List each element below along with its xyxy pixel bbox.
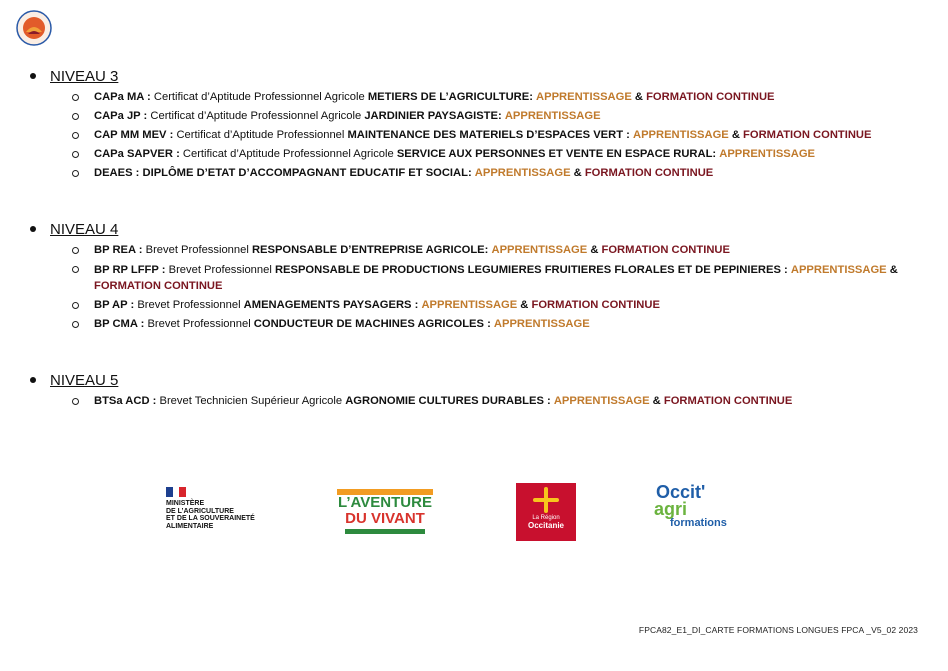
apprentissage-label: APPRENTISSAGE: [474, 167, 571, 179]
ampersand: &: [631, 91, 647, 103]
item-desc: Certificat d’Aptitude Professionnel Agricole: [150, 91, 368, 103]
formation-label: FORMATION CONTINUE: [743, 129, 872, 141]
item-desc: Brevet Professionnel: [142, 244, 252, 256]
apprentissage-label: APPRENTISSAGE: [790, 264, 887, 276]
item-code: BP CMA :: [94, 318, 145, 330]
bullet-icon: [30, 226, 36, 232]
circle-bullet-icon: [72, 151, 79, 158]
french-flag-icon: [166, 487, 186, 497]
circle-bullet-icon: [72, 170, 79, 177]
item-desc: Certificat d’Aptitude Professionnel Agricole: [179, 148, 397, 160]
item-code: CAPa JP :: [94, 110, 148, 122]
item-code: BP AP :: [94, 299, 135, 311]
list-item: [30, 145, 934, 164]
apprentissage-label: APPRENTISSAGE: [536, 91, 632, 103]
ampersand: &: [728, 129, 744, 141]
level-title: NIVEAU 5: [50, 371, 119, 389]
item-field: JARDINIER PAYSAGISTE:: [364, 110, 502, 122]
formation-label: FORMATION CONTINUE: [601, 244, 730, 256]
apprentissage-label: APPRENTISSAGE: [553, 395, 650, 407]
circle-bullet-icon: [72, 132, 79, 139]
circle-bullet-icon: [72, 398, 79, 405]
list-item: [30, 88, 934, 107]
formations-text: formations: [670, 517, 727, 529]
formation-label: FORMATION CONTINUE: [531, 299, 660, 311]
level-heading: [30, 66, 934, 86]
item-desc: Brevet Professionnel: [144, 318, 254, 330]
level-title: NIVEAU 4: [50, 220, 119, 238]
ministere-line: DE L’AGRICULTURE: [166, 507, 234, 515]
apprentissage-label: APPRENTISSAGE: [421, 299, 518, 311]
section-niveau-4: [30, 219, 934, 334]
item-code: BP REA :: [94, 244, 143, 256]
ministere-line: ET DE LA SOUVERAINETÉ: [166, 515, 255, 522]
aventure-bottom-text: DU VIVANT: [345, 510, 425, 527]
circle-bullet-icon: [72, 113, 79, 120]
region-line: Occitanie: [527, 521, 564, 530]
occit-text: Occit': [656, 482, 706, 502]
occitan-cross-icon: [531, 487, 561, 513]
item-field: DIPLÔME D’ETAT D’ACCOMPAGNANT EDUCATIF ET SOCIAL:: [142, 167, 472, 179]
formation-label: FORMATION CONTINUE: [94, 280, 223, 292]
item-desc: Certificat d’Aptitude Professionnel: [173, 129, 348, 141]
apprentissage-label: APPRENTISSAGE: [504, 110, 601, 122]
circle-bullet-icon: [72, 94, 79, 101]
footer-reference: FPCA82_E1_DI_CARTE FORMATIONS LONGUES FPCA _V5_02 2023: [638, 625, 918, 635]
item-desc: Brevet Technicien Supérieur Agricole: [156, 395, 346, 407]
formation-label: FORMATION CONTINUE: [646, 91, 775, 103]
level-heading: [30, 219, 934, 239]
ampersand: &: [587, 244, 602, 256]
formation-label: FORMATION CONTINUE: [584, 167, 714, 179]
ministere-line: ALIMENTAIRE: [166, 522, 214, 530]
ampersand: &: [886, 264, 898, 276]
item-field: RESPONSABLE DE PRODUCTIONS LEGUMIERES FRUITIERES FLORALES ET DE PEPINIERES :: [274, 264, 788, 276]
item-desc: Certificat d’Aptitude Professionnel Agricole: [147, 110, 365, 122]
list-item: [30, 392, 934, 411]
section-niveau-3: [30, 66, 934, 183]
item-field: RESPONSABLE D’ENTREPRISE AGRICOLE:: [251, 244, 489, 256]
list-item: [30, 241, 934, 260]
item-code: DEAES :: [94, 167, 140, 179]
apprentissage-label: APPRENTISSAGE: [633, 129, 729, 141]
school-logo: [16, 10, 52, 46]
apprentissage-label: APPRENTISSAGE: [493, 318, 590, 330]
list-item: [30, 126, 934, 145]
item-field: METIERS DE L’AGRICULTURE:: [367, 91, 533, 103]
item-field: SERVICE AUX PERSONNES ET VENTE EN ESPACE RURAL:: [396, 148, 717, 160]
apprentissage-label: APPRENTISSAGE: [491, 244, 588, 256]
item-field: MAINTENANCE DES MATERIELS D’ESPACES VERT :: [347, 129, 630, 141]
agri-text: agri: [654, 499, 688, 519]
item-desc: Brevet Professionnel: [165, 264, 275, 276]
level-heading: [30, 370, 934, 390]
list-item: [30, 296, 934, 315]
ministere-logo: [160, 487, 270, 543]
circle-bullet-icon: [72, 302, 79, 309]
item-field: AMENAGEMENTS PAYSAGERS :: [243, 299, 419, 311]
apprentissage-label: APPRENTISSAGE: [719, 148, 815, 160]
list-item: [30, 260, 934, 296]
circle-bullet-icon: [72, 247, 79, 254]
ministere-line: MINISTÈRE: [166, 500, 205, 507]
list-item: [30, 315, 934, 334]
region-line: La Région: [532, 515, 560, 521]
item-code: BP RP LFFP :: [94, 264, 166, 276]
ampersand: &: [649, 395, 664, 407]
partner-logos: [0, 483, 948, 543]
item-code: BTSa ACD :: [94, 395, 157, 407]
item-field: AGRONOMIE CULTURES DURABLES :: [345, 395, 551, 407]
list-item: [30, 164, 934, 183]
level-title: NIVEAU 3: [50, 67, 119, 85]
item-code: CAPa SAPVER :: [94, 148, 180, 160]
section-niveau-5: [30, 370, 934, 411]
ampersand: &: [517, 299, 532, 311]
ampersand: &: [570, 167, 585, 179]
occitagri-formations-logo: [650, 483, 750, 541]
bullet-icon: [30, 73, 36, 79]
item-desc: Brevet Professionnel: [134, 299, 244, 311]
aventure-top-text: L’AVENTURE: [338, 494, 432, 511]
bullet-icon: [30, 377, 36, 383]
circle-bullet-icon: [72, 321, 79, 328]
item-code: CAPa MA :: [94, 91, 151, 103]
region-occitanie-logo: [516, 483, 576, 541]
item-code: CAP MM MEV :: [94, 129, 174, 141]
aventure-du-vivant-logo: [334, 489, 436, 539]
list-item: [30, 107, 934, 126]
circle-bullet-icon: [72, 266, 79, 273]
item-field: CONDUCTEUR DE MACHINES AGRICOLES :: [253, 318, 491, 330]
formation-label: FORMATION CONTINUE: [663, 395, 793, 407]
